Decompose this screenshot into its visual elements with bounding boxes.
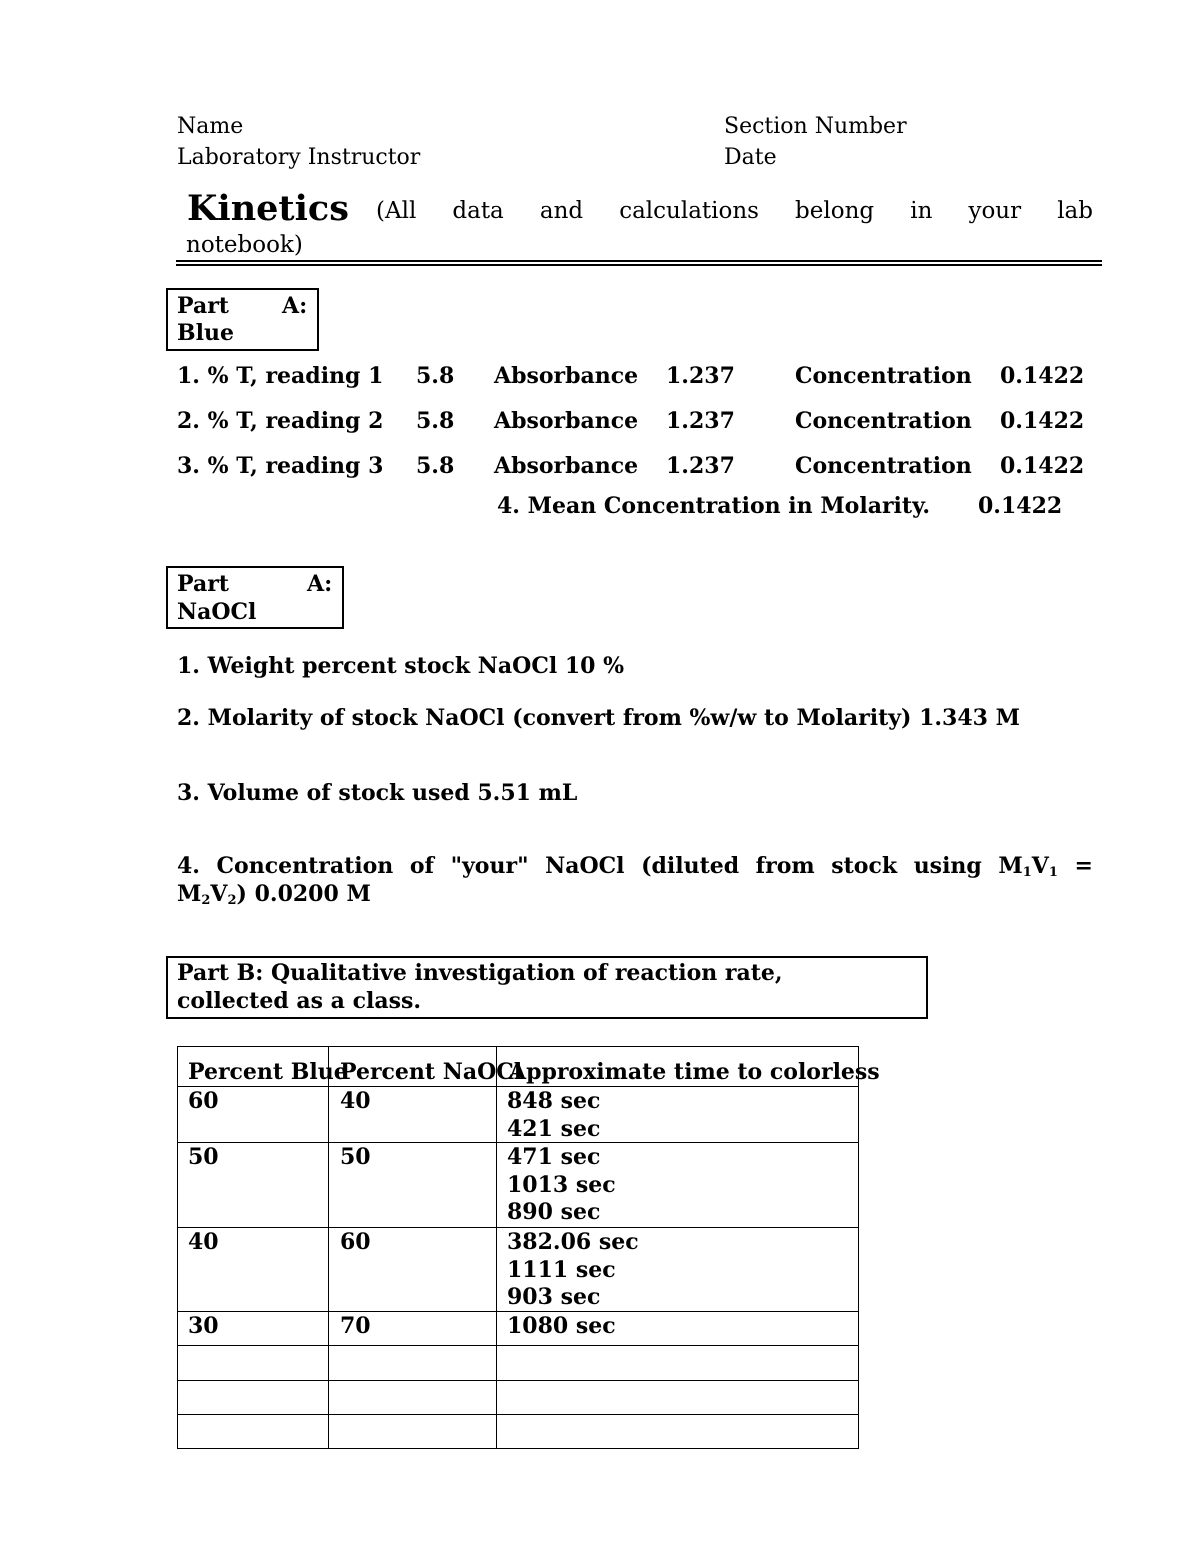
concentration-label: Concentration	[795, 408, 972, 434]
section-number-label: Section Number	[724, 114, 907, 139]
time-cell: 890 sec	[507, 1199, 601, 1225]
absorbance-label: Absorbance	[494, 363, 639, 389]
title-rule-top	[176, 260, 1102, 262]
table-row-line	[177, 1380, 859, 1381]
absorbance-value: 1.237	[666, 363, 735, 389]
table-col-line	[177, 1046, 178, 1449]
table-row-line	[177, 1227, 859, 1228]
reading-label: 1. % T, reading 1	[177, 363, 384, 389]
part-a-naocl-name: NaOCl	[177, 599, 257, 625]
concentration-value: 0.1422	[1000, 453, 1085, 479]
question-word: Concentration	[216, 853, 394, 879]
absorbance-value: 1.237	[666, 453, 735, 479]
mean-concentration-value: 0.1422	[978, 493, 1063, 519]
part-a-blue-letter: A:	[282, 293, 308, 319]
part-b-title-line1: Part B: Qualitative investigation of reaction rate,	[177, 960, 783, 986]
question-word: (diluted	[641, 853, 740, 879]
table-col-line	[858, 1046, 859, 1449]
time-cell: 848 sec	[507, 1088, 601, 1114]
table-row-line	[177, 1086, 859, 1087]
question-word: from	[755, 853, 815, 879]
time-cell: 1111 sec	[507, 1256, 616, 1283]
molarity-stock-question: 2. Molarity of stock NaOCl (convert from %w/w to Molarity) 1.343 M	[177, 705, 1020, 731]
table-column-header: Approximate time to colorless	[509, 1059, 880, 1085]
table-column-header: Percent Blue	[188, 1059, 348, 1085]
time-cell: 421 sec	[507, 1115, 601, 1142]
reading-percent-t: 5.8	[416, 363, 455, 389]
absorbance-value: 1.237	[666, 408, 735, 434]
weight-percent-question: 1. Weight percent stock NaOCl 10 %	[177, 653, 625, 679]
part-a-naocl-part: Part	[177, 571, 229, 597]
concentration-value: 0.1422	[1000, 363, 1085, 389]
part-a-blue-name: Blue	[177, 320, 234, 346]
reading-percent-t: 5.8	[416, 453, 455, 479]
volume-stock-question: 3. Volume of stock used 5.51 mL	[177, 780, 578, 806]
time-cell: 382.06 sec	[507, 1229, 639, 1255]
time-cell: 1013 sec	[507, 1171, 616, 1198]
title-subtitle-continued: notebook)	[186, 232, 303, 258]
reading-label: 2. % T, reading 2	[177, 408, 384, 434]
date-label: Date	[724, 145, 777, 170]
lab-instructor-label: Laboratory Instructor	[177, 145, 421, 170]
question-word: using	[913, 853, 982, 879]
title-rule-bottom	[176, 264, 1102, 266]
percent-blue-cell: 40	[188, 1229, 219, 1255]
concentration-value: 0.1422	[1000, 408, 1085, 434]
table-col-line	[496, 1046, 497, 1449]
question-word: stock	[831, 853, 898, 879]
time-cell: 471 sec	[507, 1144, 601, 1170]
table-top-line	[177, 1046, 859, 1047]
absorbance-label: Absorbance	[494, 408, 639, 434]
percent-naocl-cell: 60	[340, 1229, 371, 1255]
percent-blue-cell: 30	[188, 1313, 219, 1339]
dilution-formula-equals: =	[1074, 853, 1093, 879]
table-row-line	[177, 1414, 859, 1415]
page-title: Kinetics	[187, 188, 349, 229]
mean-concentration-label: 4. Mean Concentration in Molarity.	[497, 493, 930, 519]
title-subtitle: (All data and calculations belong in your lab	[376, 198, 1093, 224]
question-word: NaOCl	[545, 853, 625, 879]
percent-naocl-cell: 70	[340, 1313, 371, 1339]
name-label: Name	[177, 114, 244, 139]
percent-blue-cell: 50	[188, 1144, 219, 1170]
concentration-question-line1	[177, 853, 1093, 880]
table-col-line	[328, 1046, 329, 1449]
concentration-label: Concentration	[795, 453, 972, 479]
percent-blue-cell: 60	[188, 1088, 219, 1114]
concentration-question-line2: $M_2V_2$) 0.0200 M	[177, 881, 371, 908]
table-row-line	[177, 1448, 859, 1449]
dilution-formula: $M_1V_1$	[998, 853, 1058, 880]
time-cell: 1080 sec	[507, 1313, 616, 1339]
part-a-blue-part: Part	[177, 293, 229, 319]
absorbance-label: Absorbance	[494, 453, 639, 479]
part-a-naocl-letter: A:	[307, 571, 333, 597]
table-column-header: Percent NaOCl	[340, 1059, 523, 1085]
question-word: "your"	[450, 853, 529, 879]
reading-percent-t: 5.8	[416, 408, 455, 434]
question-word: 4.	[177, 853, 200, 879]
table-row-line	[177, 1345, 859, 1346]
percent-naocl-cell: 40	[340, 1088, 371, 1114]
reading-label: 3. % T, reading 3	[177, 453, 384, 479]
time-cell: 903 sec	[507, 1284, 601, 1310]
table-row-line	[177, 1311, 859, 1312]
percent-naocl-cell: 50	[340, 1144, 371, 1170]
concentration-label: Concentration	[795, 363, 972, 389]
question-word: of	[409, 853, 434, 879]
part-b-title-line2: collected as a class.	[177, 988, 422, 1014]
